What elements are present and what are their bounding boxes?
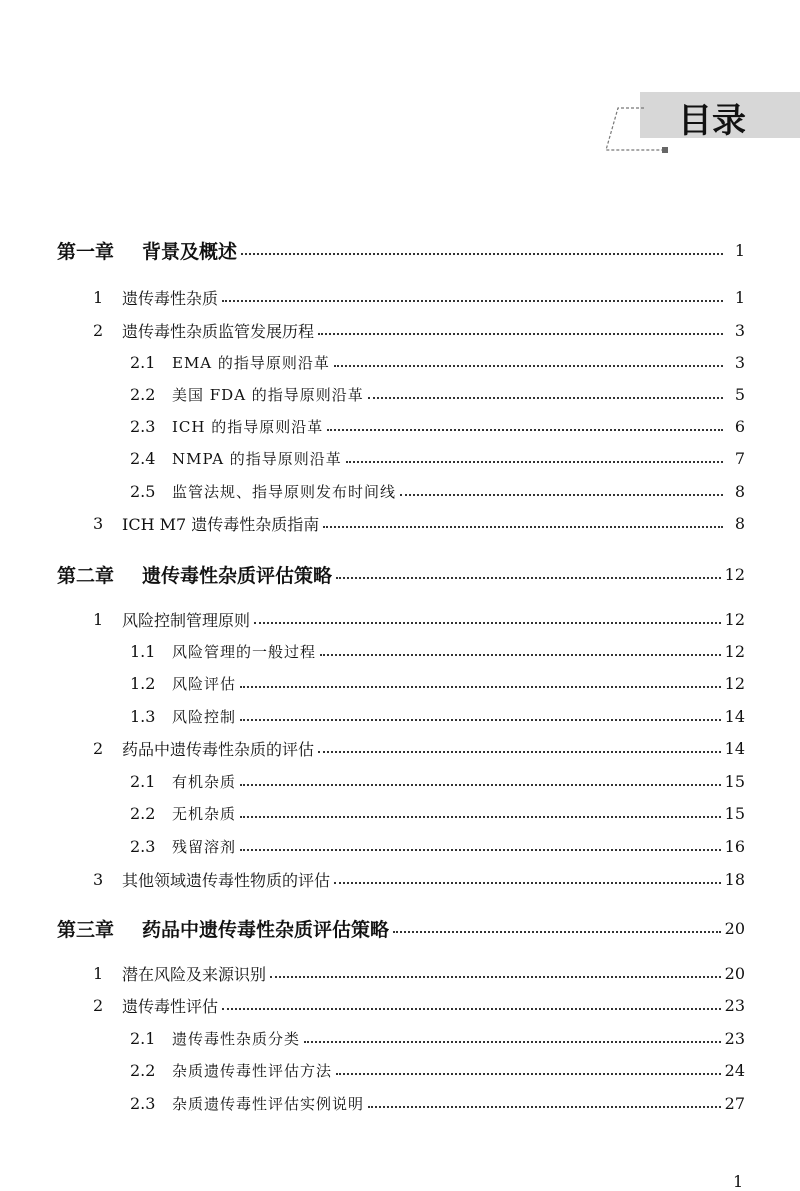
toc-entry-title: 药品中遗传毒性杂质评估策略 <box>142 918 390 941</box>
toc-leader-dots <box>318 333 723 335</box>
toc-entry-number: 第二章 <box>57 564 115 587</box>
toc-entry-title: 监管法规、指导原则发布时间线 <box>172 482 397 501</box>
toc-entry-page: 15 <box>724 771 745 791</box>
toc-entry-number: 2.2 <box>130 803 156 823</box>
toc-entry-title: ICH 的指导原则沿革 <box>172 417 324 436</box>
toc-entry-page: 12 <box>724 673 745 693</box>
toc-entry-page: 27 <box>724 1093 745 1113</box>
toc-entry-page: 3 <box>734 320 745 340</box>
toc-entry-title: 药品中遗传毒性杂质的评估 <box>122 739 315 759</box>
toc-leader-dots <box>327 429 723 431</box>
toc-entry-page: 16 <box>724 836 745 856</box>
toc-entry-title: 遗传毒性杂质评估策略 <box>142 564 333 587</box>
toc-leader-dots <box>400 494 723 496</box>
toc-entry-section <box>93 315 745 345</box>
toc-entry-title: 风险评估 <box>172 674 237 693</box>
toc-entry-number: 2 <box>93 320 104 340</box>
toc-entry-sub <box>130 476 745 506</box>
toc-leader-dots <box>304 1041 721 1043</box>
toc-entry-number: 第三章 <box>57 918 115 941</box>
toc-entry-number: 1.3 <box>130 706 156 726</box>
toc-entry-page: 1 <box>734 287 745 307</box>
toc-entry-number: 1 <box>93 609 104 629</box>
toc-entry-page: 12 <box>724 564 745 584</box>
toc-entry-sub <box>130 701 745 731</box>
toc-entry-section <box>93 604 745 634</box>
toc-entry-title: 遗传毒性杂质监管发展历程 <box>122 321 315 341</box>
toc-entry-title: 风险管理的一般过程 <box>172 642 317 661</box>
toc-entry-number: 2.3 <box>130 1093 156 1113</box>
toc-entry-page: 3 <box>734 352 745 372</box>
toc-entry-section <box>93 864 745 894</box>
toc-entry-number: 3 <box>93 869 104 889</box>
toc-leader-dots <box>254 622 721 624</box>
toc-entry-page: 1 <box>734 240 745 260</box>
toc-entry-number: 第一章 <box>57 240 115 263</box>
toc-leader-dots <box>368 397 723 399</box>
toc-leader-dots <box>323 526 723 528</box>
toc-leader-dots <box>240 719 721 721</box>
toc-entry-number: 2.1 <box>130 771 156 791</box>
toc-leader-dots <box>240 816 721 818</box>
toc-entry-section <box>93 282 745 312</box>
toc-entry-page: 23 <box>724 995 745 1015</box>
toc-entry-title: 杂质遗传毒性评估方法 <box>172 1061 333 1080</box>
toc-entry-title: 杂质遗传毒性评估实例说明 <box>172 1094 365 1113</box>
toc-leader-dots <box>222 300 723 302</box>
toc-entry-page: 20 <box>724 918 745 938</box>
toc-entry-sub <box>130 1055 745 1085</box>
toc-entry-title: 遗传毒性杂质 <box>122 288 219 308</box>
toc-leader-dots <box>346 461 723 463</box>
toc-entry-page: 14 <box>724 706 745 726</box>
toc-entry-number: 2.4 <box>130 448 156 468</box>
toc-entry-number: 2.5 <box>130 481 156 501</box>
toc-entry-number: 1 <box>93 963 104 983</box>
toc-entry-title: 风险控制管理原则 <box>122 610 251 630</box>
toc-leader-dots <box>393 931 721 933</box>
toc-entry-number: 3 <box>93 513 104 533</box>
toc-entry-page: 15 <box>724 803 745 823</box>
toc-leader-dots <box>222 1008 721 1010</box>
toc-entry-sub <box>130 798 745 828</box>
toc-entry-page: 5 <box>734 384 745 404</box>
toc-entry-number: 1.1 <box>130 641 156 661</box>
toc-entry-number: 2.1 <box>130 352 156 372</box>
toc-entry-title: ICH M7 遗传毒性杂质指南 <box>122 514 320 534</box>
toc-entry-sub <box>130 347 745 377</box>
toc-leader-dots <box>336 1073 721 1075</box>
toc-entry-title: 无机杂质 <box>172 804 237 823</box>
toc-entry-number: 1.2 <box>130 673 156 693</box>
toc-entry-section <box>93 508 745 538</box>
toc-entry-section <box>93 990 745 1020</box>
toc-entry-title: 遗传毒性杂质分类 <box>172 1029 301 1048</box>
page-number: 1 <box>733 1172 744 1191</box>
toc-leader-dots <box>240 849 721 851</box>
toc-entry-page: 7 <box>734 448 745 468</box>
toc-entry-page: 6 <box>734 416 745 436</box>
toc-entry-sub <box>130 636 745 666</box>
toc-entry-number: 2.2 <box>130 1060 156 1080</box>
toc-leader-dots <box>241 253 723 255</box>
toc-entry-title: NMPA 的指导原则沿革 <box>172 449 342 468</box>
toc-entry-title: 美国 FDA 的指导原则沿革 <box>172 385 364 404</box>
toc-entry-page: 20 <box>724 963 745 983</box>
toc-entry-number: 2.3 <box>130 836 156 856</box>
toc-entry-section <box>93 958 745 988</box>
toc-entry-sub <box>130 379 745 409</box>
toc-leader-dots <box>368 1106 721 1108</box>
toc-entry-number: 2 <box>93 995 104 1015</box>
toc-entry-title: 背景及概述 <box>142 240 238 263</box>
toc-leader-dots <box>334 882 721 884</box>
toc-entry-page: 8 <box>734 513 745 533</box>
toc-entry-number: 2 <box>93 738 104 758</box>
toc-entry-page: 12 <box>724 641 745 661</box>
toc-leader-dots <box>270 976 721 978</box>
toc-entry-page: 24 <box>724 1060 745 1080</box>
toc-leader-dots <box>336 577 721 579</box>
toc-entry-section <box>93 733 745 763</box>
toc-entry-page: 14 <box>724 738 745 758</box>
toc-entry-sub <box>130 831 745 861</box>
toc-entry-sub <box>130 411 745 441</box>
toc-entry-chapter <box>57 235 745 265</box>
toc-entry-page: 8 <box>734 481 745 501</box>
toc-entry-number: 2.1 <box>130 1028 156 1048</box>
toc-entry-number: 1 <box>93 287 104 307</box>
toc-leader-dots <box>318 751 721 753</box>
toc-leader-dots <box>240 784 721 786</box>
toc-entry-title: 潜在风险及来源识别 <box>122 964 267 984</box>
toc-leader-dots <box>334 365 723 367</box>
toc-entry-chapter <box>57 913 745 943</box>
toc-entry-title: 有机杂质 <box>172 772 237 791</box>
toc-entry-number: 2.2 <box>130 384 156 404</box>
toc-entry-number: 2.3 <box>130 416 156 436</box>
toc-entry-page: 12 <box>724 609 745 629</box>
toc-entry-sub <box>130 1023 745 1053</box>
toc-entry-page: 23 <box>724 1028 745 1048</box>
toc-entry-chapter <box>57 559 745 589</box>
toc-leader-dots <box>320 654 721 656</box>
toc-entry-title: EMA 的指导原则沿革 <box>172 353 330 372</box>
toc-entry-sub <box>130 766 745 796</box>
toc-entry-page: 18 <box>724 869 745 889</box>
toc-entry-sub <box>130 443 745 473</box>
toc-entry-title: 残留溶剂 <box>172 837 237 856</box>
toc-entry-title: 遗传毒性评估 <box>122 996 219 1016</box>
toc-entry-title: 风险控制 <box>172 707 237 726</box>
toc-entry-sub <box>130 668 745 698</box>
toc-entry-sub <box>130 1088 745 1118</box>
toc-leader-dots <box>240 686 721 688</box>
page-title: 目录 <box>678 101 746 141</box>
toc-entry-title: 其他领域遗传毒性物质的评估 <box>122 870 331 890</box>
